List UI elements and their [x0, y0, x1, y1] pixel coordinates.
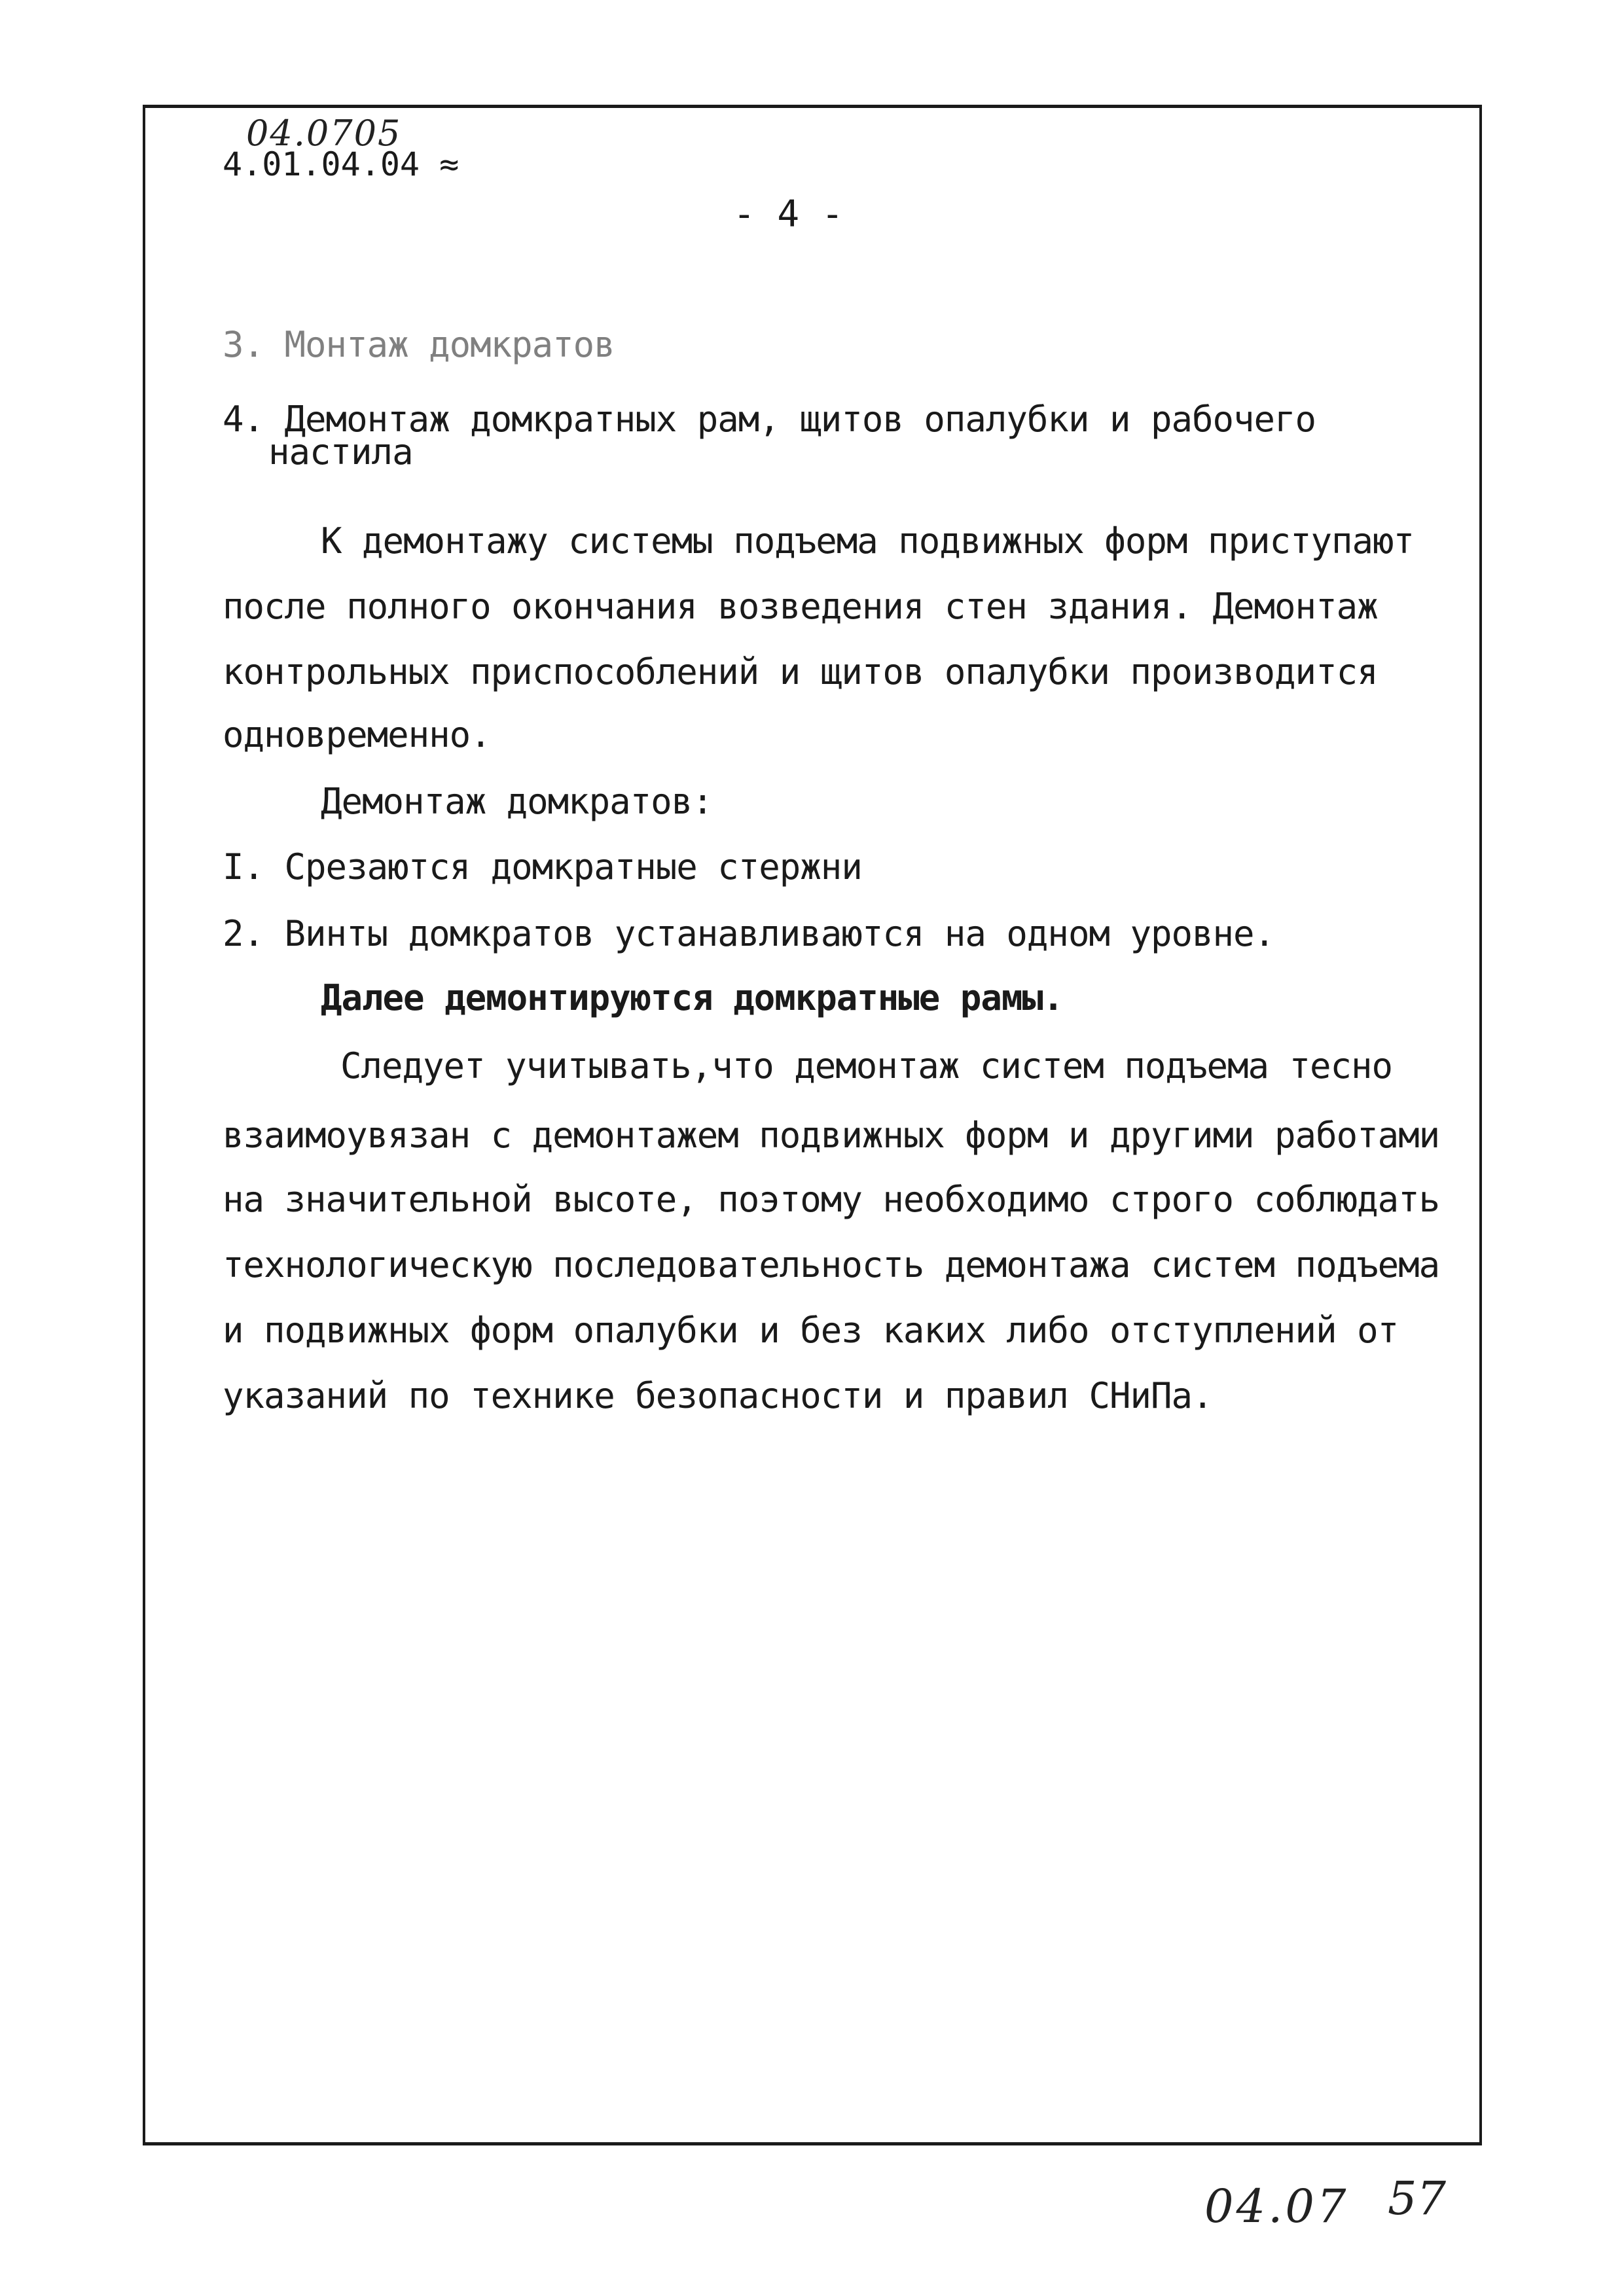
handwritten-page-number: 57	[1388, 2172, 1447, 2225]
item-4-heading-line2: настила	[268, 431, 413, 473]
paragraph-1-line-1: К демонтажу системы подъема подвижных форм приступают	[321, 520, 1415, 562]
handwritten-reference: 04.07	[1204, 2179, 1349, 2233]
step-2: 2. Винты домкратов устанавливаются на одном уровне.	[223, 913, 1275, 954]
paragraph-1-line-2: после полного окончания возведения стен здания. Демонтаж	[223, 586, 1378, 627]
paragraph-1-line-4: одновременно.	[223, 714, 491, 755]
jacks-heading: Демонтаж домкратов:	[321, 781, 713, 822]
item-4-heading-line1: 4. Демонтаж домкратных рам, щитов опалубки и рабочего	[223, 399, 1316, 440]
page-number: - 4 -	[733, 193, 844, 236]
item-3-heading: 3. Монтаж домкратов	[223, 324, 615, 365]
step-1: I. Срезаются домкратные стержни	[223, 846, 862, 888]
paragraph-2-line-5: и подвижных форм опалубки и без каких либо отступлений от	[223, 1310, 1399, 1351]
document-code: 4.01.04.04 ≈	[223, 145, 460, 183]
paragraph-1-line-3: контрольных приспособлений и щитов опалубки производится	[223, 651, 1378, 692]
paragraph-2-line-6: указаний по технике безопасности и правил СНиПа.	[223, 1375, 1213, 1416]
paragraph-2-line-1: Следует учитывать,что демонтаж систем подъема тесно	[340, 1045, 1393, 1086]
paragraph-2-line-3: на значительной высоте, поэтому необходимо строго соблюдать	[223, 1179, 1440, 1220]
paragraph-2-line-2: взаимоувязан с демонтажем подвижных форм и другими работами	[223, 1115, 1440, 1156]
paragraph-2-line-4: технологическую последовательность демонтажа систем подъема	[223, 1244, 1440, 1285]
handwritten-doc-code: 04.0705	[246, 113, 402, 154]
frames-line: Далее демонтируются домкратные рамы.	[321, 977, 1064, 1018]
